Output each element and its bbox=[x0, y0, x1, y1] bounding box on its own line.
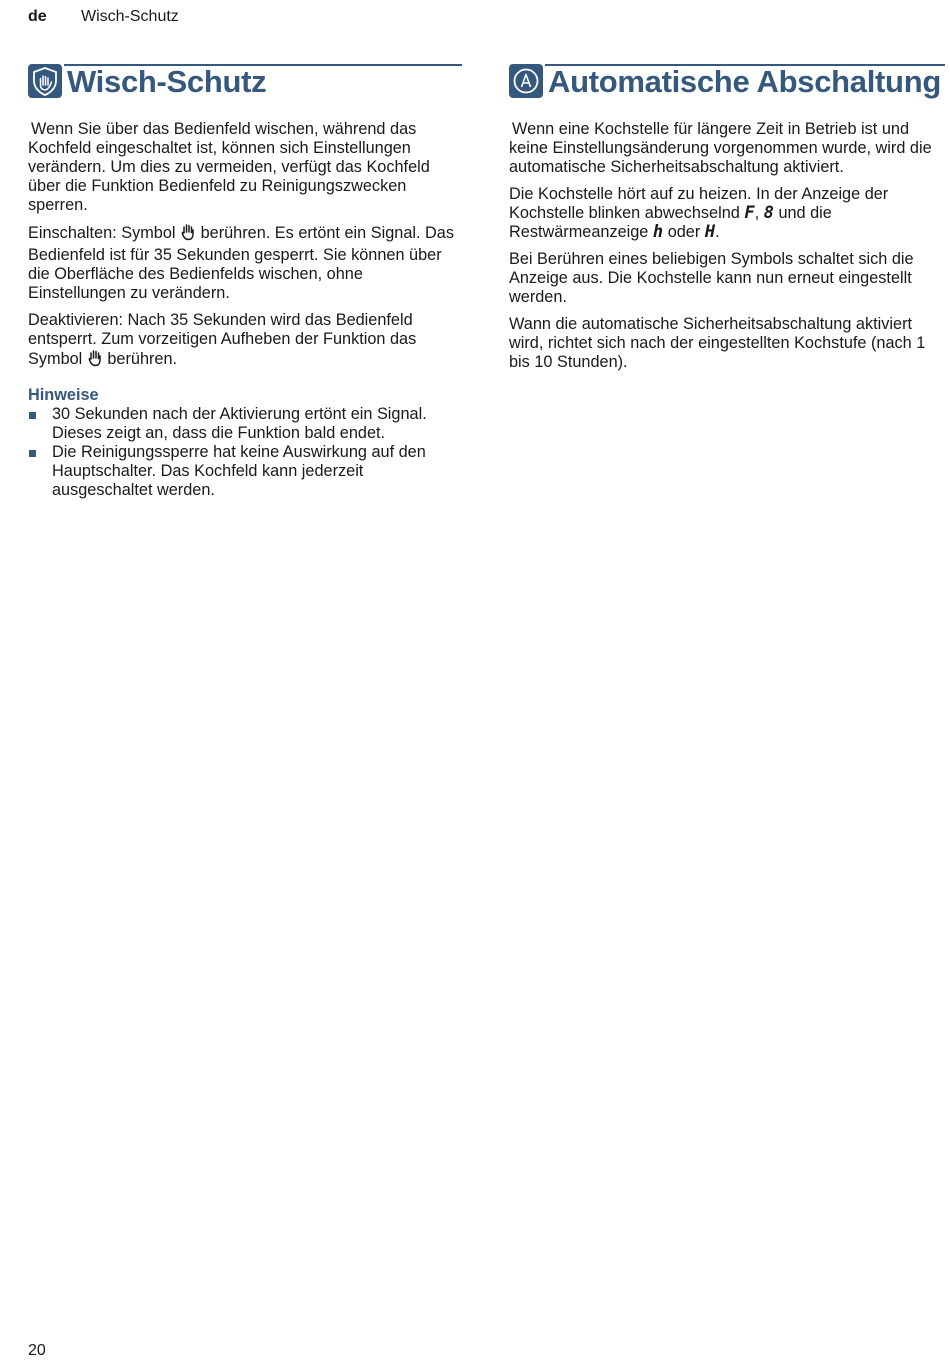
segment-symbol-8: 8 bbox=[763, 203, 774, 223]
bullet-icon bbox=[29, 450, 36, 457]
deactivate-text-start: Deaktivieren: Nach 35 Sekunden wird das Bedienfeld entsperrt. Zum vorzeitigen Aufheben der Funktion das Symbol bbox=[28, 311, 417, 368]
section-title: Wisch-Schutz bbox=[67, 64, 267, 99]
section-heading bbox=[28, 62, 462, 100]
period: . bbox=[715, 223, 720, 241]
running-header-title: Wisch-Schutz bbox=[81, 8, 179, 25]
activate-text-start: Einschalten: Symbol bbox=[28, 224, 176, 242]
intro-paragraph: Wenn Sie über das Bedienfeld wischen, während das Kochfeld eingeschaltet ist, können sich Einstellungen verändern. Um dies zu vermeiden, verfügt das Kochfeld über die Funktion Bedienfeld zu Reinigungszwecken sperren. bbox=[28, 120, 430, 214]
wipe-protection-icon bbox=[28, 64, 62, 98]
notes-list bbox=[28, 405, 462, 500]
segment-symbol-h-large: H bbox=[704, 222, 716, 242]
auto-shutoff-section bbox=[509, 62, 945, 380]
activate-text-end: berühren. Es ertönt ein Signal. Das Bedienfeld ist für 35 Sekunden gesperrt. Sie können über die Oberfläche des Bedienfelds wischen, ohne Einstellungen zu verändern. bbox=[28, 224, 454, 302]
note-text: 30 Sekunden nach der Aktivierung ertönt ein Signal. Dieses zeigt an, dass die Funktion bald endet. bbox=[52, 405, 427, 442]
deactivate-text-end: berühren. bbox=[107, 350, 178, 368]
intro-paragraph: Wenn eine Kochstelle für längere Zeit in Betrieb ist und keine Einstellungsänderung vorgenommen wurde, wird die automatische Sicherheitsabschaltung aktiviert. bbox=[509, 120, 932, 176]
segment-symbol-f: F bbox=[744, 203, 755, 223]
section-title: Automatische Abschaltung bbox=[548, 64, 941, 99]
bullet-icon bbox=[29, 412, 36, 419]
timing-paragraph: Wann die automatische Sicherheitsabschaltung aktiviert wird, richtet sich nach der eingestellten Kochstufe (nach 1 bis 10 Stunden). bbox=[509, 315, 926, 371]
language-code: de bbox=[28, 8, 47, 25]
display-text-mid: und die Restwärmeanzeige bbox=[509, 204, 832, 241]
touch-paragraph: Bei Berühren eines beliebigen Symbols schaltet sich die Anzeige aus. Die Kochstelle kann nun erneut eingestellt werden. bbox=[509, 250, 914, 306]
section-heading bbox=[509, 62, 945, 100]
comma: , bbox=[754, 204, 760, 222]
hand-icon bbox=[87, 349, 103, 372]
display-text-or: oder bbox=[667, 223, 701, 241]
page-number: 20 bbox=[28, 1342, 46, 1359]
activate-paragraph bbox=[28, 223, 462, 303]
list-item bbox=[28, 443, 462, 500]
wipe-protection-section bbox=[28, 62, 462, 500]
page-header bbox=[28, 8, 179, 26]
deactivate-paragraph bbox=[28, 311, 462, 372]
list-item bbox=[28, 405, 462, 443]
notes-heading: Hinweise bbox=[28, 386, 99, 404]
segment-symbol-h-small: h bbox=[652, 222, 664, 242]
display-text-start: Die Kochstelle hört auf zu heizen. In der Anzeige der Kochstelle blinken abwechselnd bbox=[509, 185, 889, 222]
hand-icon bbox=[180, 223, 196, 246]
auto-shutoff-icon bbox=[509, 64, 543, 98]
note-text: Die Reinigungssperre hat keine Auswirkung auf den Hauptschalter. Das Kochfeld kann jederzeit ausgeschaltet werden. bbox=[52, 443, 426, 499]
display-paragraph bbox=[509, 185, 945, 242]
